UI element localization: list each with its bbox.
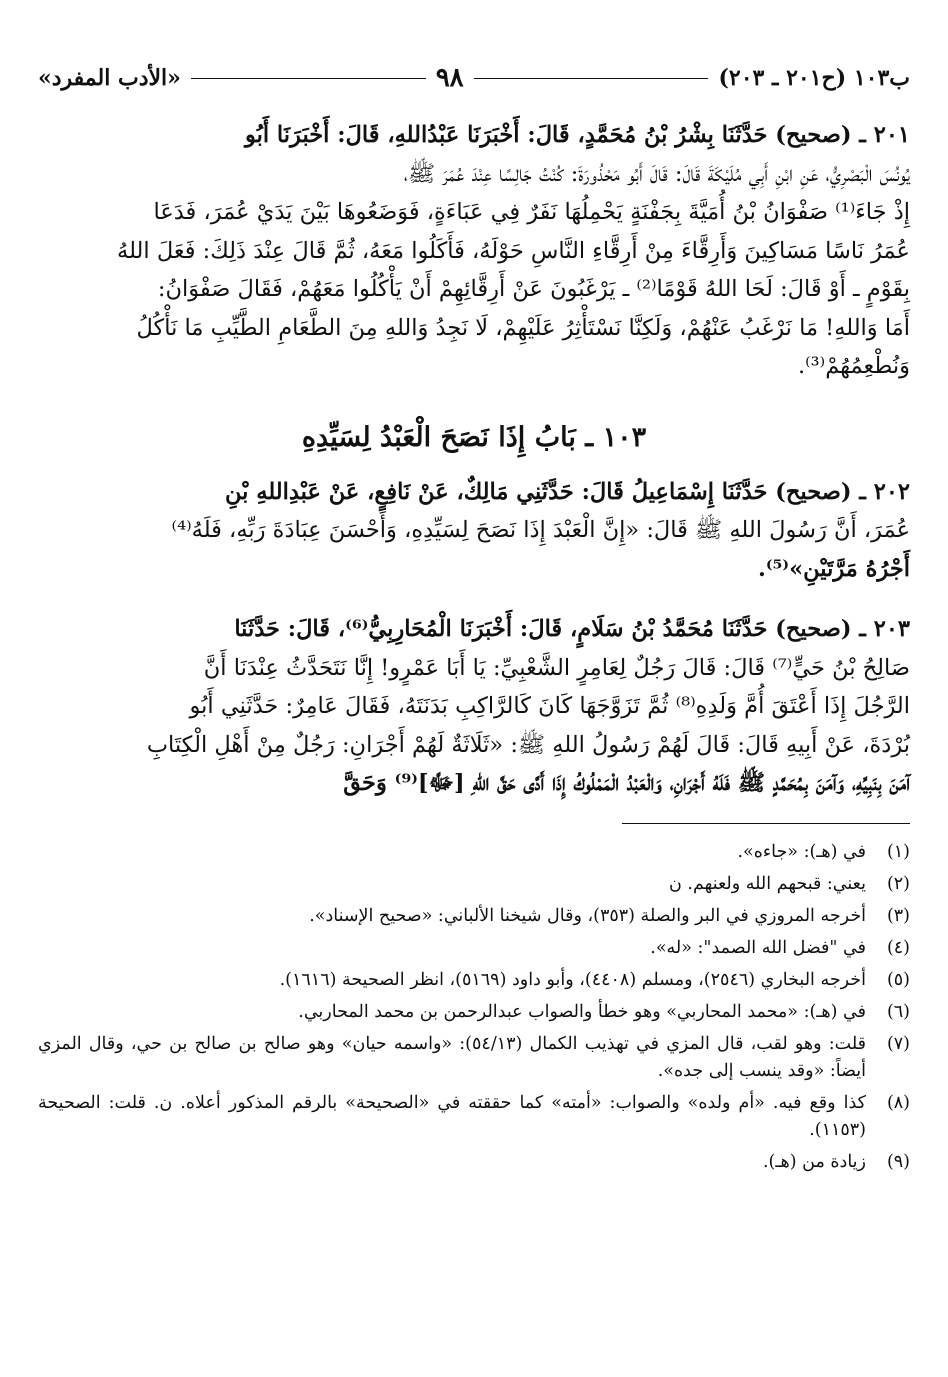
footnote-text: في (هـ): «جاءه».: [737, 841, 866, 862]
footnote: [38, 935, 910, 962]
footnote: [38, 1090, 910, 1144]
footnotes: [38, 839, 910, 1176]
footnote-text: أخرجه المروزي في البر والصلة (٣٥٣)، وقال شيخنا الألباني: «صحيح الإسناد».: [309, 905, 866, 926]
hadith-201: [38, 116, 910, 386]
footnote-number: (٤): [886, 937, 910, 958]
footnote-number: (٢): [886, 873, 910, 894]
hadith-203-line-1: ٢٠٣ ـ (صحيح) حَدَّثَنَا مُحَمَّدُ بْنُ سَلَامٍ، قَالَ: أَخْبَرَنَا الْمُحَارِبِيُّ⁽⁶⁾، قَالَ: حَدَّثَنَا: [234, 616, 910, 642]
footnote-text: في "فضل الله الصمد": «له».: [650, 937, 866, 958]
footnote: [38, 903, 910, 930]
footnote-number: (٥): [886, 969, 910, 990]
hadith-201-line-6: أَمَا وَاللهِ! مَا نَرْغَبُ عَنْهُمْ، وَلَكِنَّا نَسْتَأْثِرُ عَلَيْهِمْ، لَا نَجِدُ وَاللهِ مِنَ الطَّعَامِ الطَّيِّبِ مَا نَأْكُلُ: [136, 314, 910, 341]
footnote: [38, 839, 910, 866]
hadith-203-line-2: صَالِحُ بْنُ حَيٍّ⁽⁷⁾ قَالَ: قَالَ رَجُلٌ لِعَامِرٍ الشَّعْبِيِّ: يَا أَبَا عَمْرٍو! إِنَّا نَتَحَدَّثُ عِنْدَنَا أَنَّ: [203, 654, 910, 681]
hadith-202-line-1: ٢٠٢ ـ (صحيح) حَدَّثَنَا إِسْمَاعِيلُ قَالَ: حَدَّثَنِي مَالِكٌ، عَنْ نَافِعٍ، عَنْ عَبْدِاللهِ بْنِ: [225, 478, 910, 505]
hadith-203-line-5: آمَنَ بِنَبِيِّهِ، وَآمَنَ بِمُحَمَّدٍ ﷺ فَلَهُ أَجْرَانِ، وَالْعَبْدُ الْمَمْلُوكُ إِذَا أَدَّى حَقَّ اللهِ [ﷻ]⁽⁹⁾ وَحَقَّ: [343, 770, 910, 796]
hadith-201-line-5: بِقَوْمٍ ـ أَوْ قَالَ: لَحَا اللهُ قَوْمًا⁽²⁾ ـ يَرْغَبُونَ عَنْ أَرِقَّائِهِمْ أَنْ يَأْكُلُوا مَعَهُمْ، فَقَالَ صَفْوَانُ:: [157, 276, 910, 302]
hadith-201-line-3: إِذْ جَاءَ⁽¹⁾ صَفْوَانُ بْنُ أُمَيَّةَ بِجَفْنَةٍ يَحْمِلُهَا نَفَرٌ فِي عَبَاءَةٍ، فَوَضَعُوهَا بَيْنَ يَدَيْ عُمَرَ، فَدَعَا: [153, 199, 910, 225]
footnote-text: زيادة من (هـ).: [762, 1151, 866, 1172]
hadith-203-line-3: الرَّجُلَ إِذَا أَعْتَقَ أُمَّ وَلَدِهِ⁽⁸⁾ ثُمَّ تَزَوَّجَهَا كَانَ كَالرَّاكِبِ بَدَنَتَهُ، فَقَالَ عَامِرٌ: حَدَّثَنِي أَبُو: [189, 693, 910, 719]
page-number: ٩٨: [435, 63, 464, 93]
footnote-text: يعني: قبحهم الله ولعنهم. ن: [669, 873, 866, 894]
hadith-202: [38, 473, 910, 589]
hadith-201-line-7: وَنُطْعِمُهُمْ⁽³⁾.: [797, 353, 910, 379]
header-rule-right: [474, 78, 709, 79]
hadith-203-line-4: بُرْدَةَ، عَنْ أَبِيهِ قَالَ: قَالَ لَهُمْ رَسُولُ اللهِ ﷺ: «ثَلَاثَةٌ لَهُمْ أَجْرَانِ: رَجُلٌ مِنْ أَهْلِ الْكِتَابِ: [146, 731, 910, 758]
footnote-separator: [622, 823, 910, 824]
footnote-number: (٨): [886, 1092, 910, 1113]
footnote: [38, 1149, 910, 1176]
footnote-text: أخرجه البخاري (٢٥٤٦)، ومسلم (٤٤٠٨)، وأبو داود (٥١٦٩)، انظر الصحيحة (١٦١٦).: [279, 969, 866, 990]
hadith-202-line-3: أَجْرُهُ مَرَّتَيْنِ»⁽⁵⁾.: [757, 555, 910, 582]
footnote-number: (٣): [886, 905, 910, 926]
footnote-number: (٧): [886, 1033, 910, 1054]
footnote-number: (٦): [886, 1001, 910, 1022]
footnote-text: في (هـ): «محمد المحاربي» وهو خطأ والصواب عبدالرحمن بن محمد المحاربي.: [298, 1001, 866, 1022]
footnote-number: (٩): [886, 1151, 910, 1172]
footnote-text: قلت: وهو لقب، قال المزي في تهذيب الكمال (٥٤/١٣): «واسمه حيان» وهو صالح بن صالح بن حي، وقال المزي أيضاً: «وقد ينسب إلى جده».: [38, 1033, 866, 1081]
footnote: [38, 1031, 910, 1085]
chapter-reference: ب١٠٣ (ح٢٠١ ـ ٢٠٣): [718, 65, 910, 91]
hadith-201-line-2: يُونُسَ الْبَصْرِيُّ، عَنِ ابْنِ أَبِي مُلَيْكَةَ قَالَ: قَالَ أَبُو مَحْذُورَةَ: كُنْتُ جَالِسًا عِنْدَ عُمَرَ ﷺ،: [403, 160, 910, 187]
footnote-number: (١): [886, 841, 910, 862]
hadith-203: [38, 610, 910, 803]
chapter-title: ١٠٣ ـ بَابُ إِذَا نَصَحَ الْعَبْدُ لِسَيِّدِهِ: [301, 421, 647, 453]
header-rule-left: [191, 78, 426, 79]
hadith-201-line-1: ٢٠١ ـ (صحيح) حَدَّثَنَا بِشْرُ بْنُ مُحَمَّدٍ، قَالَ: أَخْبَرَنَا عَبْدُاللهِ، قَالَ: أَخْبَرَنَا أَبُو: [244, 122, 910, 148]
book-title: «الأدب المفرد»: [37, 65, 181, 91]
footnote: [38, 871, 910, 898]
footnote-text: كذا وقع فيه. «أم ولده» والصواب: «أمته» كما حققته في «الصحيحة» بالرقم المذكور أعلاه. ن. قلت: الصحيحة (١١٥٣).: [38, 1092, 866, 1140]
footnote: [38, 999, 910, 1026]
hadith-202-line-2: عُمَرَ، أَنَّ رَسُولَ اللهِ ﷺ قَالَ: «إِنَّ الْعَبْدَ إِذَا نَصَحَ لِسَيِّدِهِ، وَأَحْسَنَ عِبَادَةَ رَبِّهِ، فَلَهُ⁽⁴⁾: [171, 517, 910, 543]
hadith-201-line-4: عُمَرُ نَاسًا مَسَاكِينَ وَأَرِقَّاءَ مِنْ أَرِقَّاءِ النَّاسِ حَوْلَهُ، فَأَكَلُوا مَعَهُ، ثُمَّ قَالَ عِنْدَ ذَلِكَ: فَعَلَ اللهُ: [117, 237, 910, 264]
running-header: [38, 58, 910, 98]
footnote: [38, 967, 910, 994]
book-page: [38, 58, 910, 1181]
